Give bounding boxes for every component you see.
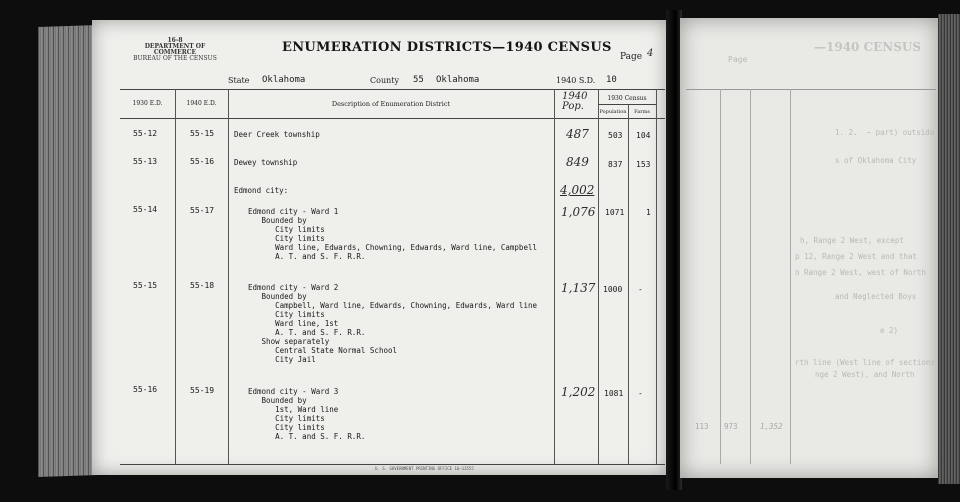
row-description-line: Bounded by	[248, 396, 307, 405]
sd-value: 10	[606, 75, 617, 85]
facing-col-divider	[720, 89, 721, 464]
facing-bleed-line: n Range 2 West, west of North	[795, 268, 926, 277]
row-description-line: A. T. and S. F. R.R.	[248, 328, 366, 337]
sd-label: 1940 S.D.	[556, 76, 596, 85]
col-divider-4	[598, 89, 599, 464]
row-description-line: Campbell, Ward line, Edwards, Chowning, Edwards, Ward line	[248, 301, 537, 310]
col-header-population: Population	[599, 109, 627, 115]
state-value: Oklahoma	[262, 75, 306, 85]
facing-col-divider	[750, 89, 751, 464]
row-description-line: City limits	[248, 310, 325, 319]
county-number: 55	[413, 75, 424, 85]
row-farms: 153	[636, 160, 651, 169]
page-number: 4	[647, 48, 654, 59]
facing-bleed-line: e 2)	[880, 326, 899, 335]
row-description: Edmond city:	[234, 186, 289, 195]
facing-bleed-number: 1,352	[760, 422, 783, 431]
facing-col-divider	[790, 89, 791, 464]
row-farms: 104	[636, 131, 651, 140]
col-header-1940-pop-handwritten: 1940 Pop.	[562, 91, 588, 112]
row-description-line: Ward line, 1st	[248, 319, 339, 328]
row-1940-ed: 55-18	[190, 281, 215, 290]
row-1940-ed: 55-19	[190, 386, 215, 395]
row-1940-pop: 4,002	[560, 183, 595, 197]
facing-bleed-number: 113	[695, 422, 709, 431]
row-1940-pop: 1,076	[561, 205, 596, 219]
col-header-farms: Farms	[634, 109, 650, 115]
row-1940-ed: 55-16	[190, 157, 215, 166]
col-header-1940-ed: 1940 E.D.	[186, 100, 217, 107]
row-farms: -	[638, 389, 643, 398]
facing-bleed-line: and Neglected Boys	[835, 292, 917, 301]
row-description-line: Bounded by	[248, 216, 307, 225]
row-1930-pop: 1000	[603, 285, 623, 294]
row-description-line: A. T. and S. F. R.R.	[248, 252, 366, 261]
row-1930-pop: 837	[608, 160, 623, 169]
facing-page-label: Page	[728, 55, 748, 64]
row-description-line: Central State Normal School	[248, 346, 398, 355]
col-divider-1	[175, 89, 176, 464]
table-header-rule	[120, 118, 665, 119]
facing-bleed-line: p 12, Range 2 West and that	[795, 252, 917, 261]
row-description-line: City limits	[248, 414, 325, 423]
row-description-line: 1st, Ward line	[248, 405, 339, 414]
county-name: Oklahoma	[436, 75, 480, 85]
row-description-line: City limits	[248, 423, 325, 432]
row-1940-pop: 1,202	[561, 385, 596, 399]
row-description-line: Ward line, Edwards, Chowning, Edwards, Ward line, Campbell	[248, 243, 537, 252]
row-1940-ed: 55-15	[190, 129, 215, 138]
row-1940-ed: 55-17	[190, 206, 215, 215]
row-1940-pop: 1,137	[561, 281, 596, 295]
row-description-line: City Jail	[248, 355, 316, 364]
row-description: Deer Creek township	[234, 130, 320, 139]
facing-bleed-line: s of Oklahoma City	[835, 156, 917, 165]
bureau-name: BUREAU OF THE CENSUS	[133, 55, 217, 62]
col-divider-2	[228, 89, 229, 464]
row-1930-ed: 55-12	[133, 129, 158, 138]
book-page-edges-left	[38, 25, 98, 477]
county-label: County	[370, 76, 399, 85]
row-1930-ed: 55-13	[133, 157, 158, 166]
col-header-1930-ed: 1930 E.D.	[132, 100, 163, 107]
col-divider-3	[554, 89, 555, 464]
table-bottom-rule	[120, 464, 665, 465]
state-label: State	[228, 76, 250, 85]
facing-bleed-line: rth line (West line of sections	[795, 358, 935, 367]
row-description-line: Show separately	[248, 337, 330, 346]
census-subheader-rule	[598, 104, 656, 105]
facing-bleed-number: 973	[724, 422, 738, 431]
page-label: Page	[620, 52, 643, 62]
row-description-line: Bounded by	[248, 292, 307, 301]
row-1930-ed: 55-15	[133, 281, 158, 290]
table-top-rule	[120, 89, 665, 90]
row-description-line: Edmond city - Ward 2	[248, 283, 339, 292]
row-description-line: Edmond city - Ward 3	[248, 387, 339, 396]
page-title: ENUMERATION DISTRICTS—1940 CENSUS	[282, 40, 612, 55]
facing-page-title: —1940 CENSUS	[814, 40, 922, 54]
row-1930-pop: 1081	[604, 389, 624, 398]
row-1940-pop: 487	[566, 127, 589, 141]
row-description-line: City limits	[248, 234, 325, 243]
facing-table-rule	[686, 89, 936, 90]
facing-bleed-line: 1. 2. ~ part) outside	[835, 128, 935, 137]
row-1940-pop: 849	[566, 155, 589, 169]
row-farms: 1	[646, 208, 651, 217]
row-description-line: Edmond city - Ward 1	[248, 207, 339, 216]
form-number: 16-8	[167, 37, 183, 44]
printer-footer: U. S. GOVERNMENT PRINTING OFFICE 16—13555	[375, 466, 474, 471]
facing-bleed-line: h, Range 2 West, except	[800, 236, 904, 245]
row-farms: -	[638, 285, 643, 294]
row-description: Dewey township	[234, 158, 298, 167]
col-divider-5	[628, 104, 629, 464]
facing-bleed-line: nge 2 West), and North	[815, 370, 915, 379]
row-1930-ed: 55-16	[133, 385, 158, 394]
row-description-line: City limits	[248, 225, 325, 234]
row-1930-ed: 55-14	[133, 205, 158, 214]
book-page-edges-right	[938, 14, 960, 484]
col-header-1930-census: 1930 Census	[607, 95, 647, 102]
facing-page	[680, 18, 938, 478]
department-header	[125, 38, 225, 62]
col-divider-6	[656, 89, 657, 464]
row-1930-pop: 1071	[605, 208, 625, 217]
row-description-line: A. T. and S. F. R.R.	[248, 432, 366, 441]
department-name: DEPARTMENT OF COMMERCE	[144, 43, 206, 56]
col-header-description: Description of Enumeration District	[331, 100, 451, 108]
row-1930-pop: 503	[608, 131, 623, 140]
